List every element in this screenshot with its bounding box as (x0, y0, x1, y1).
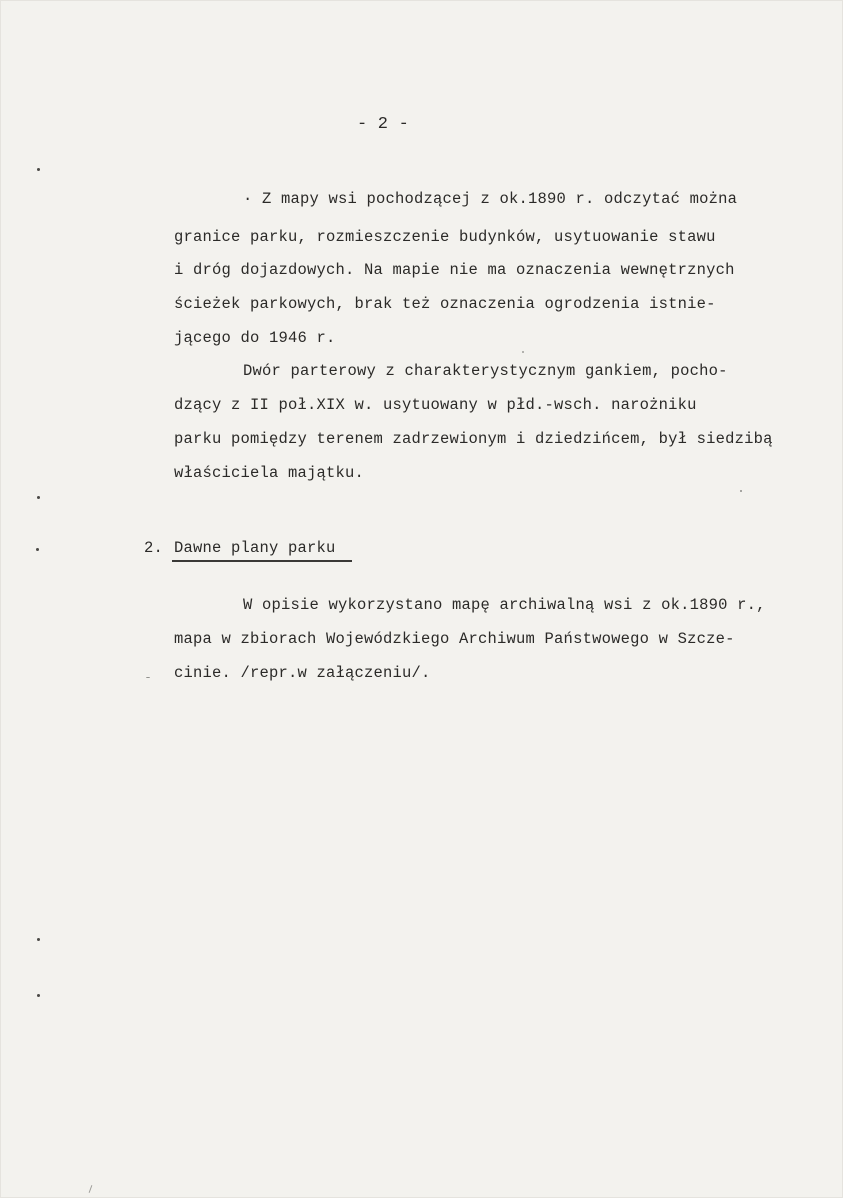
page-number: - 2 - (357, 115, 410, 134)
paper-speck (37, 994, 40, 997)
paragraph-line: cinie. /repr.w załączeniu/. (174, 664, 431, 682)
section-number: 2. (144, 539, 164, 557)
paragraph-line: parku pomiędzy terenem zadrzewionym i dziedzińcem, był siedzibą (174, 430, 773, 448)
paper-speck (37, 168, 40, 171)
paragraph-line: · Z mapy wsi pochodzącej z ok.1890 r. odczytać można (243, 190, 738, 208)
paper-speck (522, 351, 524, 353)
paragraph-line: mapa w zbiorach Wojewódzkiego Archiwum Państwowego w Szcze- (174, 630, 735, 648)
paragraph-line: W opisie wykorzystano mapę archiwalną wsi z ok.1890 r., (243, 596, 766, 614)
section-title-underline (172, 560, 352, 562)
paper-speck (37, 496, 40, 499)
paper-speck (36, 548, 39, 551)
paragraph-line: dzący z II poł.XIX w. usytuowany w płd.-wsch. narożniku (174, 396, 697, 414)
paper-speck (740, 490, 742, 492)
paragraph-line: i dróg dojazdowych. Na mapie nie ma oznaczenia wewnętrznych (174, 261, 735, 279)
paper-speck (89, 1185, 93, 1193)
paragraph-line: właściciela majątku. (174, 464, 365, 482)
paragraph-line: Dwór parterowy z charakterystycznym gankiem, pocho- (243, 362, 728, 380)
paragraph-line: jącego do 1946 r. (174, 329, 336, 347)
paper-speck (146, 677, 150, 678)
paragraph-line: ścieżek parkowych, brak też oznaczenia ogrodzenia istnie- (174, 295, 716, 313)
section-title: Dawne plany parku (174, 539, 336, 557)
paragraph-line: granice parku, rozmieszczenie budynków, usytuowanie stawu (174, 228, 716, 246)
paper-speck (37, 938, 40, 941)
